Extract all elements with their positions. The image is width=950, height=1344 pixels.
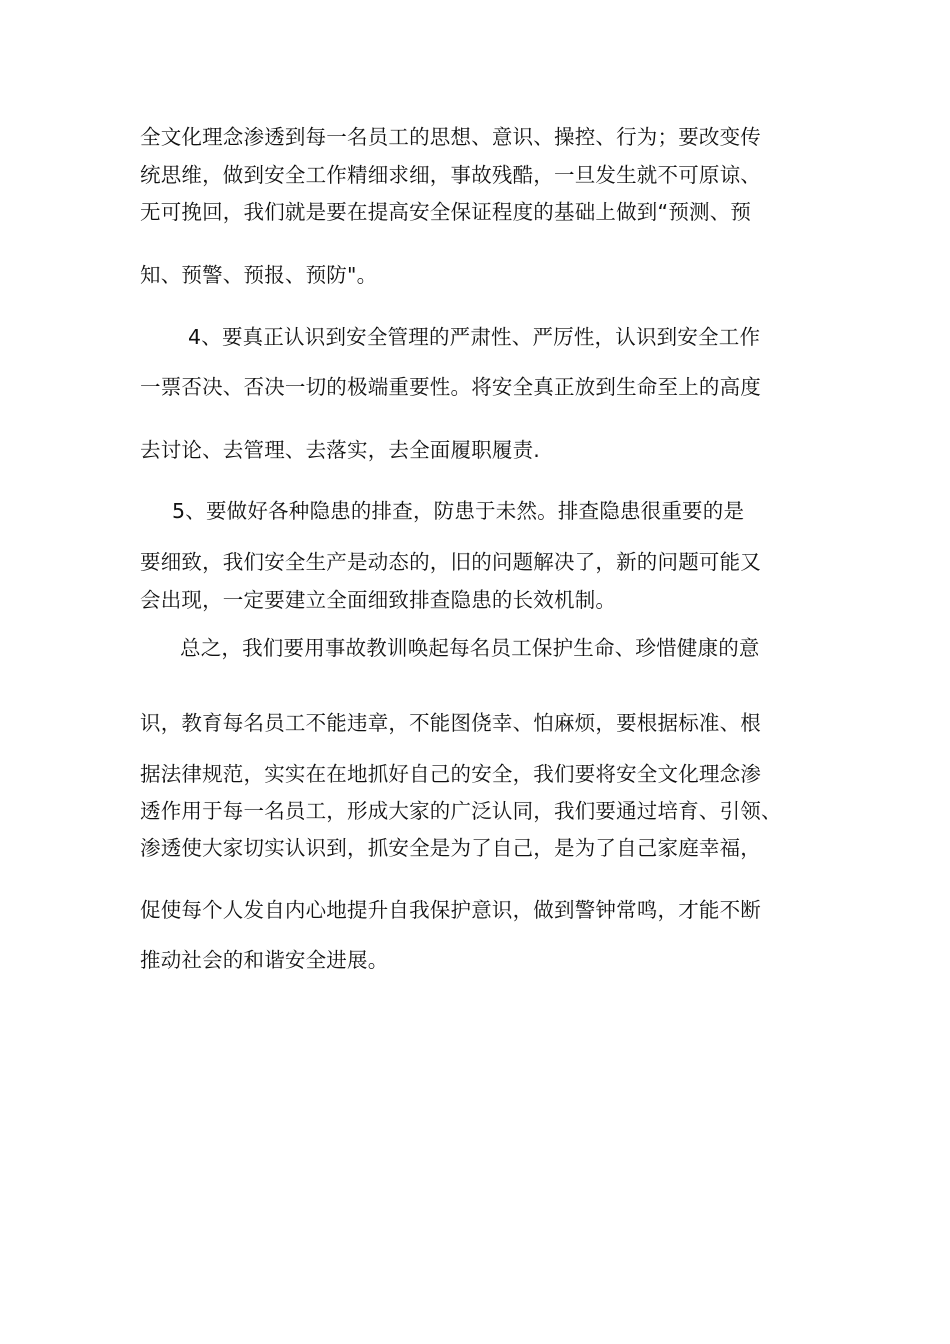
- paragraph-line: 全文化理念渗透到每一名员工的思想、意识、操控、行为；要改变传: [140, 125, 761, 149]
- paragraph-line: 要细致，我们安全生产是动态的，旧的问题解决了，新的问题可能又: [140, 550, 761, 574]
- paragraph-line: 识，教育每名员工不能违章，不能图侥幸、怕麻烦，要根据标准、根: [140, 711, 761, 735]
- paragraph-line: 去讨论、去管理、去落实，去全面履职履责.: [140, 438, 541, 462]
- paragraph-line: 4、要真正认识到安全管理的严肃性、严厉性，认识到安全工作: [188, 325, 761, 349]
- paragraph-line: 总之，我们要用事故教训唤起每名员工保护生命、珍惜健康的意: [180, 636, 760, 660]
- paragraph-line: 推动社会的和谐安全进展。: [140, 948, 389, 972]
- paragraph-line: 一票否决、否决一切的极端重要性。将安全真正放到生命至上的高度: [140, 375, 761, 399]
- paragraph-line: 知、预警、预报、预防"。: [140, 263, 378, 287]
- paragraph-line: 5、要做好各种隐患的排查，防患于未然。排查隐患很重要的是: [172, 499, 745, 523]
- paragraph-line: 渗透使大家切实认识到，抓安全是为了自己，是为了自己家庭幸福，: [140, 836, 761, 860]
- paragraph-line: 无可挽回，我们就是要在提高安全保证程度的基础上做到“预测、预: [140, 200, 752, 224]
- paragraph-line: 统思维，做到安全工作精细求细，事故残酷，一旦发生就不可原谅、: [140, 163, 761, 187]
- paragraph-line: 据法律规范，实实在在地抓好自己的安全，我们要将安全文化理念渗: [140, 762, 761, 786]
- paragraph-line: 会出现，一定要建立全面细致排查隐患的长效机制。: [140, 588, 617, 612]
- paragraph-line: 促使每个人发自内心地提升自我保护意识，做到警钟常鸣，才能不断: [140, 898, 761, 922]
- paragraph-line: 透作用于每一名员工，形成大家的广泛认同，我们要通过培育、引领、: [140, 799, 782, 823]
